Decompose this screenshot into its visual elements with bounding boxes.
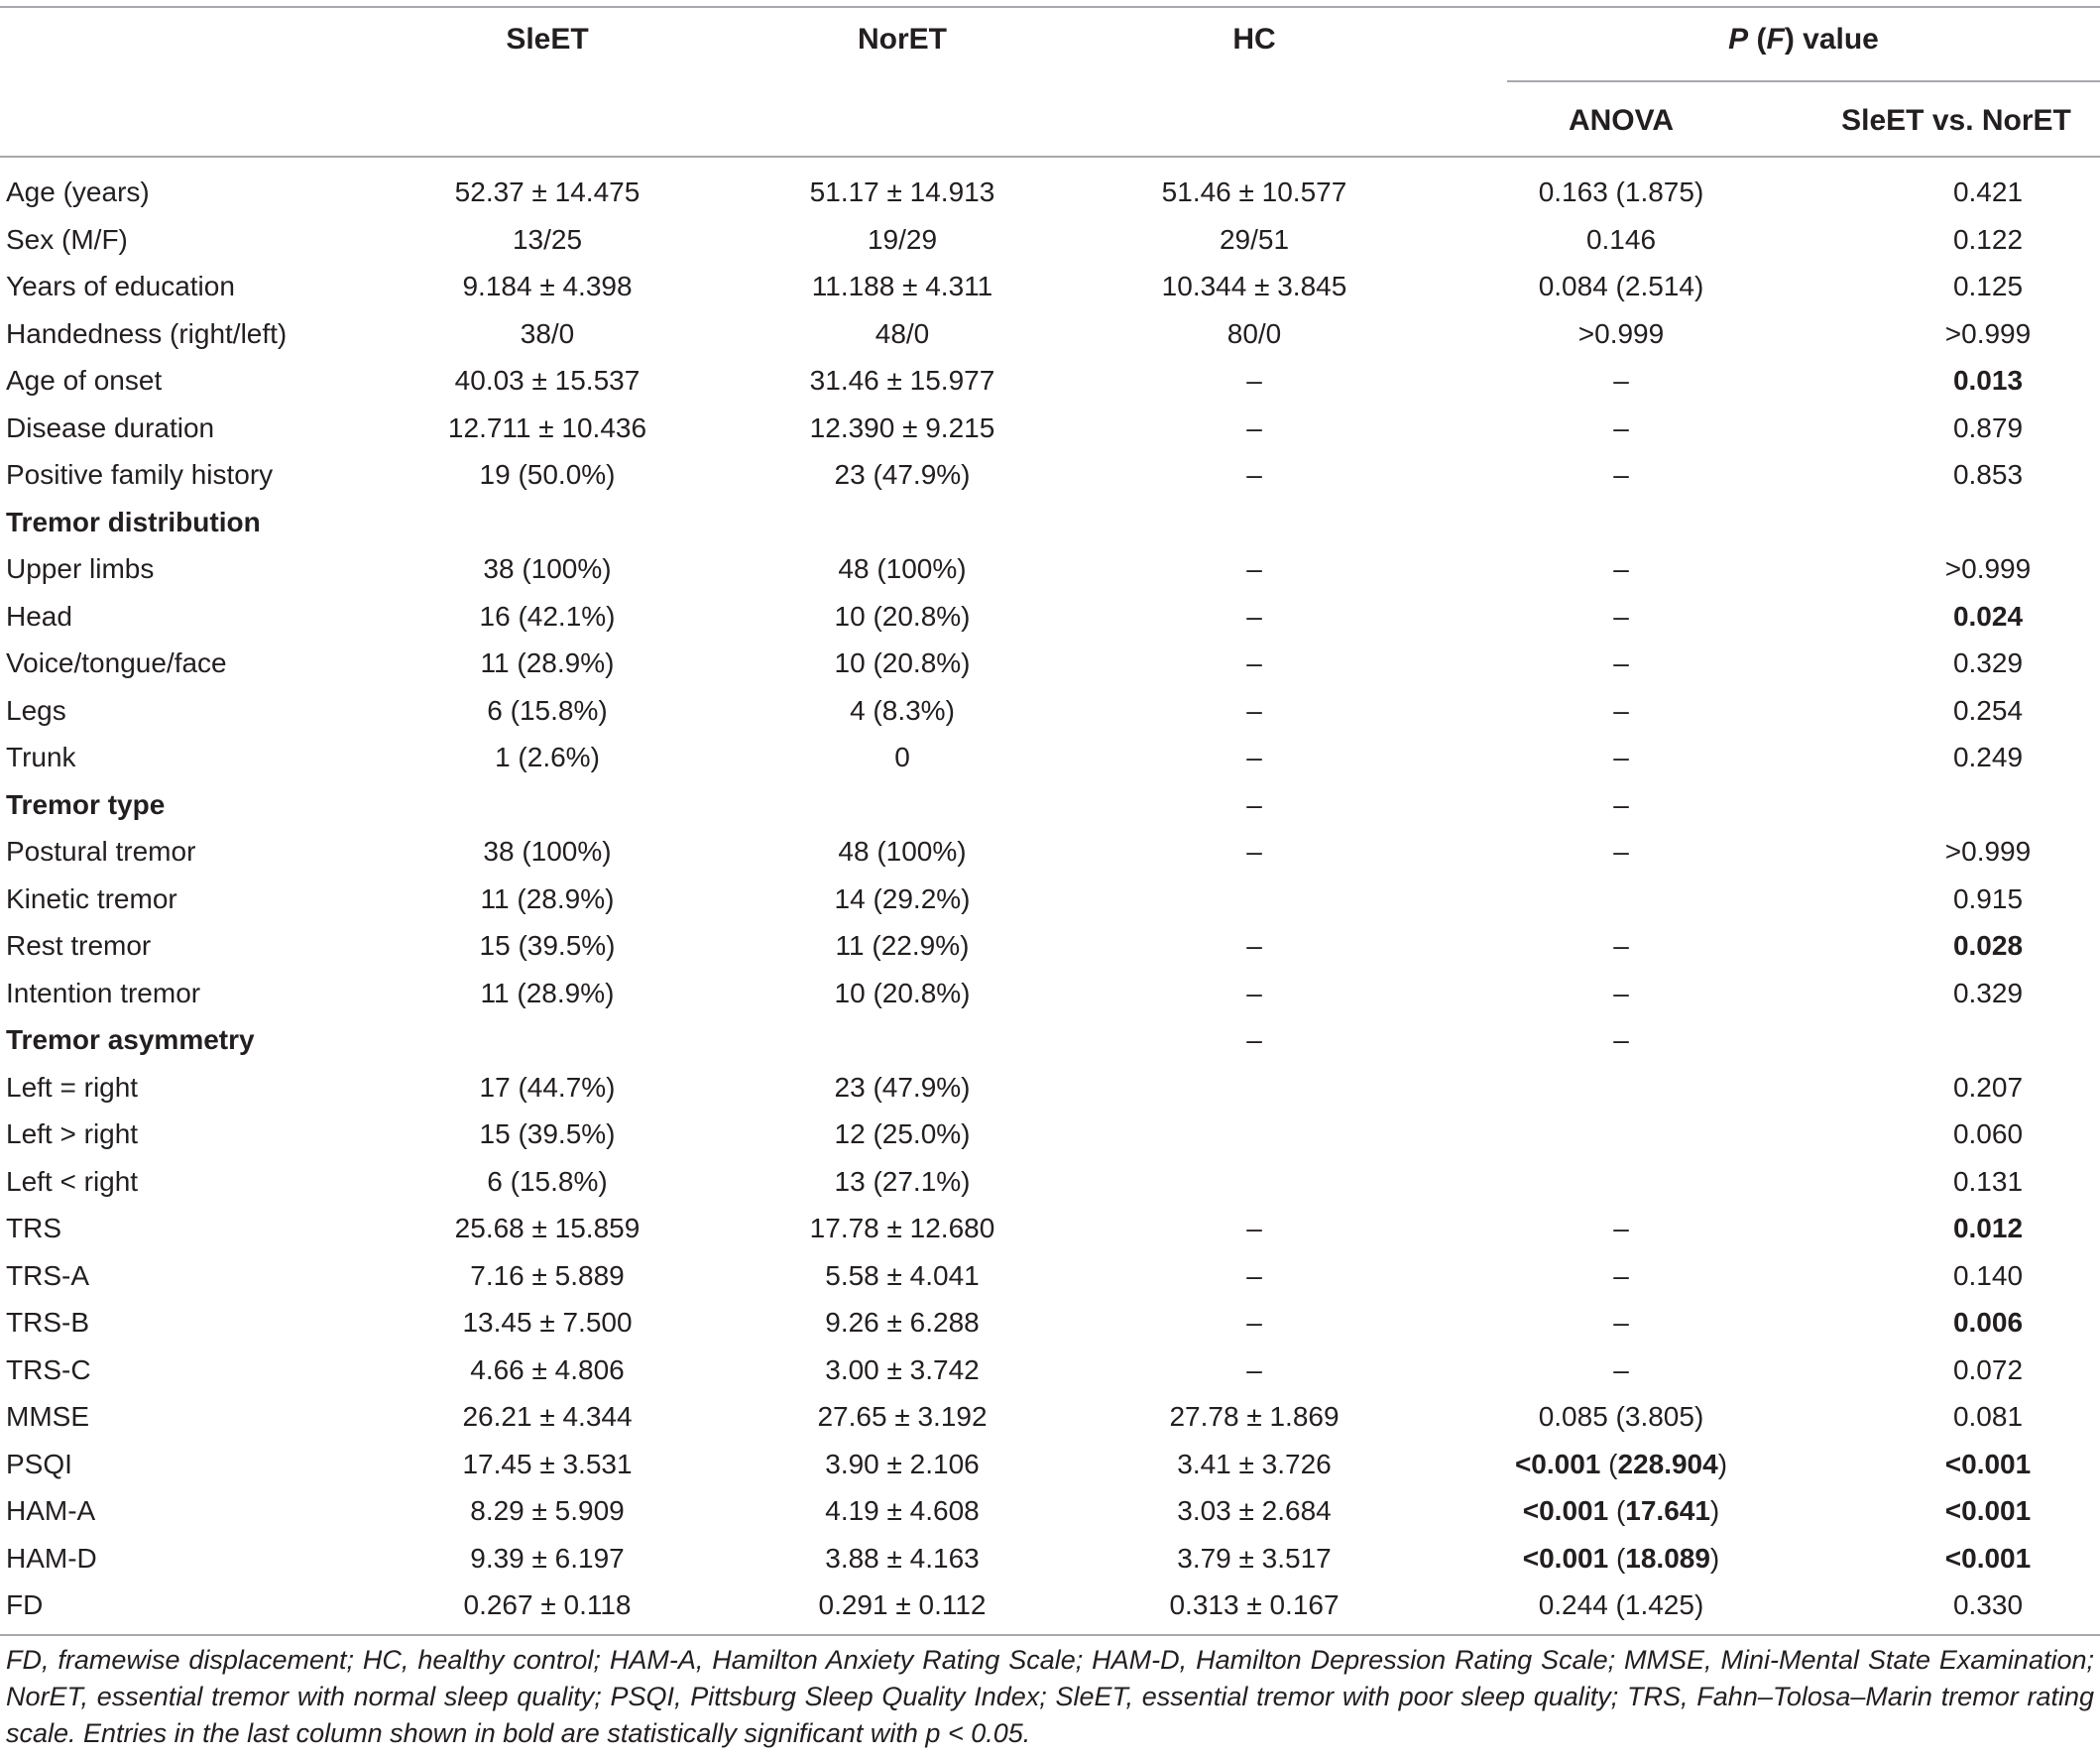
table-cell-sleet-vs-noret [1834, 499, 2100, 545]
table-cell-sleet: 38/0 [520, 318, 575, 349]
table-cell-label: Tremor type [6, 789, 166, 820]
header-sub-rule [1507, 80, 2100, 82]
table-cell-hc: – [1246, 365, 1262, 396]
table-cell-noret: 23 (47.9%) [834, 1072, 971, 1103]
table-cell-sleet-vs-noret: 0.028 [1952, 930, 2024, 961]
table-cell-anova [1453, 1158, 1790, 1205]
table-cell-hc: – [1246, 742, 1262, 772]
table-cell-sleet: 7.16 ± 5.889 [470, 1260, 625, 1291]
table-cell-sleet: 11 (28.9%) [480, 883, 615, 914]
table-cell-hc: 3.41 ± 3.726 [1177, 1449, 1332, 1479]
table-cell-sleet: 17.45 ± 3.531 [462, 1449, 633, 1479]
table-cell-sleet [389, 1016, 706, 1063]
header-p-suffix: ) value [1784, 23, 1879, 56]
table-cell-sleet: 8.29 ± 5.909 [470, 1495, 625, 1526]
table-cell-hc: – [1246, 1024, 1262, 1055]
table-cell-noret: 11.188 ± 4.311 [811, 271, 993, 301]
table-cell-hc: – [1246, 836, 1262, 867]
table-cell-anova: – [1613, 647, 1629, 678]
table-cell-hc: 10.344 ± 3.845 [1161, 271, 1347, 301]
table-cell-sleet: 26.21 ± 4.344 [462, 1401, 633, 1432]
table-cell-sleet: 15 (39.5%) [479, 930, 616, 961]
table-cell-hc: 29/51 [1219, 224, 1290, 255]
table-cell-anova [1453, 1064, 1790, 1111]
table-cell-label: Rest tremor [6, 930, 152, 961]
table-cell-label: MMSE [6, 1401, 89, 1432]
table-cell-anova: – [1613, 1354, 1629, 1385]
header-sleet: SleET [506, 23, 589, 56]
table-cell-anova: 0.244 (1.425) [1538, 1589, 1704, 1620]
header-f-symbol: F [1766, 23, 1785, 56]
table-cell-label: Age (years) [6, 176, 150, 207]
table-cell-label: Years of education [6, 271, 235, 301]
table-cell-label: Tremor asymmetry [6, 1024, 255, 1055]
table-cell-hc: – [1246, 601, 1262, 632]
table-cell-sleet-vs-noret: 0.329 [1952, 978, 2024, 1008]
table-cell-sleet-vs-noret: >0.999 [1944, 836, 2032, 867]
table-cell-hc [1096, 499, 1413, 545]
table-cell-noret: 27.65 ± 3.192 [817, 1401, 988, 1432]
table-cell-label: Sex (M/F) [6, 224, 128, 255]
table-cell-hc: – [1246, 1354, 1262, 1385]
table-cell-noret: 10 (20.8%) [834, 978, 971, 1008]
table-cell-label: Positive family history [6, 459, 274, 490]
anova-p-value: <0.001 [1522, 1543, 1609, 1574]
table-cell-noret: 5.58 ± 4.041 [825, 1260, 980, 1291]
header-noret: NorET [858, 23, 947, 56]
table-cell-label: Postural tremor [6, 836, 196, 867]
table-cell-anova: – [1613, 789, 1629, 820]
table-cell-sleet: 6 (15.8%) [487, 1166, 608, 1197]
top-rule [0, 6, 2100, 8]
table-cell-hc: 51.46 ± 10.577 [1161, 176, 1347, 207]
table-cell-noret: 12.390 ± 9.215 [809, 412, 995, 443]
table-cell-label: Disease duration [6, 412, 215, 443]
table-cell-anova [1453, 876, 1790, 922]
table-cell-sleet-vs-noret [1834, 781, 2100, 828]
table-cell-noret: 48 (100%) [838, 553, 967, 584]
table-cell-hc [1096, 876, 1413, 922]
table-cell-noret: 3.00 ± 3.742 [825, 1354, 980, 1385]
anova-f-value: 17.641 [1625, 1495, 1710, 1526]
table-cell-anova: <0.001 (228.904) [1514, 1449, 1728, 1479]
table-cell-anova: – [1613, 930, 1629, 961]
anova-p-value: <0.001 [1514, 1449, 1601, 1479]
table-cell-anova: – [1613, 412, 1629, 443]
table-cell-sleet: 40.03 ± 15.537 [454, 365, 641, 396]
table-cell-hc: – [1246, 647, 1262, 678]
header-p-symbol: P [1728, 23, 1749, 56]
table-cell-label: Upper limbs [6, 553, 155, 584]
table-cell-label: Tremor distribution [6, 507, 261, 537]
table-cell-noret: 14 (29.2%) [834, 883, 971, 914]
table-cell-anova: – [1613, 1024, 1629, 1055]
table-cell-sleet: 38 (100%) [483, 836, 612, 867]
table-bottom-rule [0, 1634, 2100, 1636]
table-cell-hc: – [1246, 459, 1262, 490]
table-cell-anova: – [1613, 601, 1629, 632]
table-cell-sleet: 11 (28.9%) [480, 978, 615, 1008]
table-cell-noret: 12 (25.0%) [834, 1118, 971, 1149]
table-cell-sleet-vs-noret: <0.001 [1944, 1543, 2032, 1574]
header-hc: HC [1232, 23, 1276, 56]
table-cell-sleet-vs-noret: 0.072 [1952, 1354, 2024, 1385]
table-cell-noret: 10 (20.8%) [834, 647, 971, 678]
table-cell-sleet: 9.184 ± 4.398 [462, 271, 633, 301]
table-cell-noret: 3.88 ± 4.163 [825, 1543, 980, 1574]
table-cell-sleet-vs-noret [1834, 1016, 2100, 1063]
anova-f-value: 228.904 [1617, 1449, 1718, 1479]
table-cell-label: Left < right [6, 1166, 139, 1197]
table-cell-label: Left > right [6, 1118, 139, 1149]
table-cell-sleet-vs-noret: 0.013 [1952, 365, 2024, 396]
table-cell-label: HAM-A [6, 1495, 96, 1526]
table-cell-sleet: 16 (42.1%) [479, 601, 616, 632]
table-cell-sleet: 19 (50.0%) [479, 459, 616, 490]
table-cell-hc: – [1246, 1307, 1262, 1338]
table-cell-noret: 13 (27.1%) [834, 1166, 971, 1197]
table-cell-noret: 4 (8.3%) [850, 695, 955, 726]
table-cell-hc [1096, 1111, 1413, 1157]
table-cell-label: PSQI [6, 1449, 72, 1479]
table-cell-label: HAM-D [6, 1543, 97, 1574]
table-cell-noret: 19/29 [867, 224, 938, 255]
table-cell-anova: – [1613, 553, 1629, 584]
table-cell-sleet: 17 (44.7%) [479, 1072, 616, 1103]
table-cell-noret: 3.90 ± 2.106 [825, 1449, 980, 1479]
anova-f-value: 18.089 [1625, 1543, 1710, 1574]
header-p-value [1507, 10, 2100, 69]
table-cell-sleet: 6 (15.8%) [487, 695, 608, 726]
table-cell-sleet: 9.39 ± 6.197 [470, 1543, 625, 1574]
table-cell-sleet-vs-noret: 0.006 [1952, 1307, 2024, 1338]
table-cell-sleet-vs-noret: 0.207 [1952, 1072, 2024, 1103]
table-cell-sleet: 13/25 [512, 224, 583, 255]
table-cell-label: Intention tremor [6, 978, 201, 1008]
table-cell-sleet-vs-noret: 0.853 [1952, 459, 2024, 490]
table-cell-noret: 0 [894, 742, 910, 772]
table-cell-sleet: 12.711 ± 10.436 [447, 412, 647, 443]
table-cell-label: Voice/tongue/face [6, 647, 227, 678]
table-cell-noret [744, 499, 1061, 545]
table-cell-anova: – [1613, 978, 1629, 1008]
header-anova: ANOVA [1568, 104, 1675, 137]
table-cell-anova: <0.001 (18.089) [1522, 1543, 1720, 1574]
table-cell-anova: 0.085 (3.805) [1538, 1401, 1704, 1432]
table-cell-sleet-vs-noret: 0.131 [1952, 1166, 2024, 1197]
table-cell-anova: – [1613, 365, 1629, 396]
table-cell-label: Left = right [6, 1072, 139, 1103]
table-cell-hc: – [1246, 553, 1262, 584]
table-cell-hc: – [1246, 695, 1262, 726]
table-cell-sleet-vs-noret: 0.024 [1952, 601, 2024, 632]
header-bottom-rule [0, 156, 2100, 158]
table-cell-sleet: 15 (39.5%) [479, 1118, 616, 1149]
table-cell-sleet: 13.45 ± 7.500 [462, 1307, 633, 1338]
table-cell-noret: 23 (47.9%) [834, 459, 971, 490]
table-cell-sleet-vs-noret: >0.999 [1944, 553, 2032, 584]
table-cell-hc: – [1246, 1213, 1262, 1243]
table-cell-noret: 51.17 ± 14.913 [809, 176, 995, 207]
table-cell-anova: – [1613, 742, 1629, 772]
table-cell-sleet-vs-noret: <0.001 [1944, 1495, 2032, 1526]
table-cell-label: Kinetic tremor [6, 883, 177, 914]
table-cell-sleet: 11 (28.9%) [480, 647, 615, 678]
table-cell-anova: 0.163 (1.875) [1538, 176, 1704, 207]
table-cell-label: Legs [6, 695, 66, 726]
table-cell-anova: 0.146 [1585, 224, 1657, 255]
anova-p-value: <0.001 [1522, 1495, 1609, 1526]
table-footnote: FD, framewise displacement; HC, healthy control; HAM-A, Hamilton Anxiety Rating Scale; HAM-D, Hamilton Depression Rating Scale; MMSE, Mini-Mental State Examination; NorET, essential tremor with normal sleep quality; PSQI, Pittsburg Sleep Quality Index; SleET, essential tremor with poor sleep quality; TRS, Fahn–Tolosa–Marin tremor rating scale. Entries in the last column shown in bold are statistically significant with p < 0.05. [6, 1645, 2094, 1748]
table-cell-sleet-vs-noret: 0.330 [1952, 1589, 2024, 1620]
table-cell-anova: – [1613, 459, 1629, 490]
table-cell-label: TRS [6, 1213, 61, 1243]
table-cell-noret: 11 (22.9%) [835, 930, 970, 961]
table-cell-noret: 17.78 ± 12.680 [809, 1213, 995, 1243]
table-cell-sleet-vs-noret: 0.125 [1952, 271, 2024, 301]
table-cell-sleet-vs-noret: 0.122 [1952, 224, 2024, 255]
table-cell-noret: 48/0 [875, 318, 930, 349]
table-cell-hc: 3.79 ± 3.517 [1177, 1543, 1332, 1574]
table-cell-sleet-vs-noret: <0.001 [1944, 1449, 2032, 1479]
table-cell-label: Handedness (right/left) [6, 318, 288, 349]
table-cell-noret: 9.26 ± 6.288 [825, 1307, 980, 1338]
table-cell-hc: 27.78 ± 1.869 [1169, 1401, 1340, 1432]
table-cell-noret [744, 781, 1061, 828]
table-cell-anova: 0.084 (2.514) [1538, 271, 1704, 301]
table-cell-hc: – [1246, 412, 1262, 443]
table-cell-noret: 4.19 ± 4.608 [825, 1495, 980, 1526]
table-cell-anova [1453, 1111, 1790, 1157]
table-cell-noret: 48 (100%) [838, 836, 967, 867]
table-cell-anova: <0.001 (17.641) [1522, 1495, 1720, 1526]
table-cell-sleet-vs-noret: 0.012 [1952, 1213, 2024, 1243]
table-cell-sleet-vs-noret: 0.421 [1952, 176, 2024, 207]
table-cell-hc [1096, 1158, 1413, 1205]
table-cell-sleet-vs-noret: >0.999 [1944, 318, 2032, 349]
table-cell-label: TRS-A [6, 1260, 89, 1291]
table-cell-sleet: 25.68 ± 15.859 [454, 1213, 641, 1243]
table-cell-anova: – [1613, 695, 1629, 726]
table-cell-noret [744, 1016, 1061, 1063]
table-cell-sleet-vs-noret: 0.254 [1952, 695, 2024, 726]
table-cell-hc: – [1246, 978, 1262, 1008]
table-cell-sleet-vs-noret: 0.081 [1952, 1401, 2024, 1432]
table-cell-label: TRS-C [6, 1354, 91, 1385]
table-cell-hc: – [1246, 1260, 1262, 1291]
table-cell-label: FD [6, 1589, 44, 1620]
table-cell-sleet-vs-noret: 0.915 [1952, 883, 2024, 914]
table-cell-sleet [389, 781, 706, 828]
table-cell-anova: >0.999 [1577, 318, 1665, 349]
table-cell-noret: 0.291 ± 0.112 [818, 1589, 987, 1620]
table-cell-sleet-vs-noret: 0.140 [1952, 1260, 2024, 1291]
table-cell-sleet-vs-noret: 0.060 [1952, 1118, 2024, 1149]
table-cell-hc [1096, 1064, 1413, 1111]
table-cell-anova: – [1613, 836, 1629, 867]
header-sleet-vs-noret: SleET vs. NorET [1841, 104, 2071, 137]
table-cell-label: Head [6, 601, 72, 632]
table-cell-anova: – [1613, 1260, 1629, 1291]
table-cell-anova [1453, 499, 1790, 545]
table-cell-sleet: 38 (100%) [483, 553, 612, 584]
table-cell-hc: – [1246, 789, 1262, 820]
table-cell-hc: 0.313 ± 0.167 [1169, 1589, 1340, 1620]
table-cell-label: Trunk [6, 742, 76, 772]
table-cell-label: Age of onset [6, 365, 163, 396]
table-cell-anova: – [1613, 1213, 1629, 1243]
table-cell-sleet: 52.37 ± 14.475 [454, 176, 641, 207]
table-cell-noret: 10 (20.8%) [834, 601, 971, 632]
table-cell-sleet-vs-noret: 0.879 [1952, 412, 2024, 443]
table-cell-sleet-vs-noret: 0.329 [1952, 647, 2024, 678]
header-p-open: ( [1748, 23, 1767, 56]
table-cell-hc: 80/0 [1226, 318, 1282, 349]
table-cell-sleet: 1 (2.6%) [495, 742, 600, 772]
table-cell-hc: – [1246, 930, 1262, 961]
table-cell-sleet [389, 499, 706, 545]
table-cell-anova: – [1613, 1307, 1629, 1338]
table-cell-noret: 31.46 ± 15.977 [809, 365, 995, 396]
table-cell-sleet: 0.267 ± 0.118 [463, 1589, 632, 1620]
table-cell-hc: 3.03 ± 2.684 [1177, 1495, 1332, 1526]
table-cell-sleet-vs-noret: 0.249 [1952, 742, 2024, 772]
table-cell-sleet: 4.66 ± 4.806 [470, 1354, 625, 1385]
table-cell-label: TRS-B [6, 1307, 89, 1338]
